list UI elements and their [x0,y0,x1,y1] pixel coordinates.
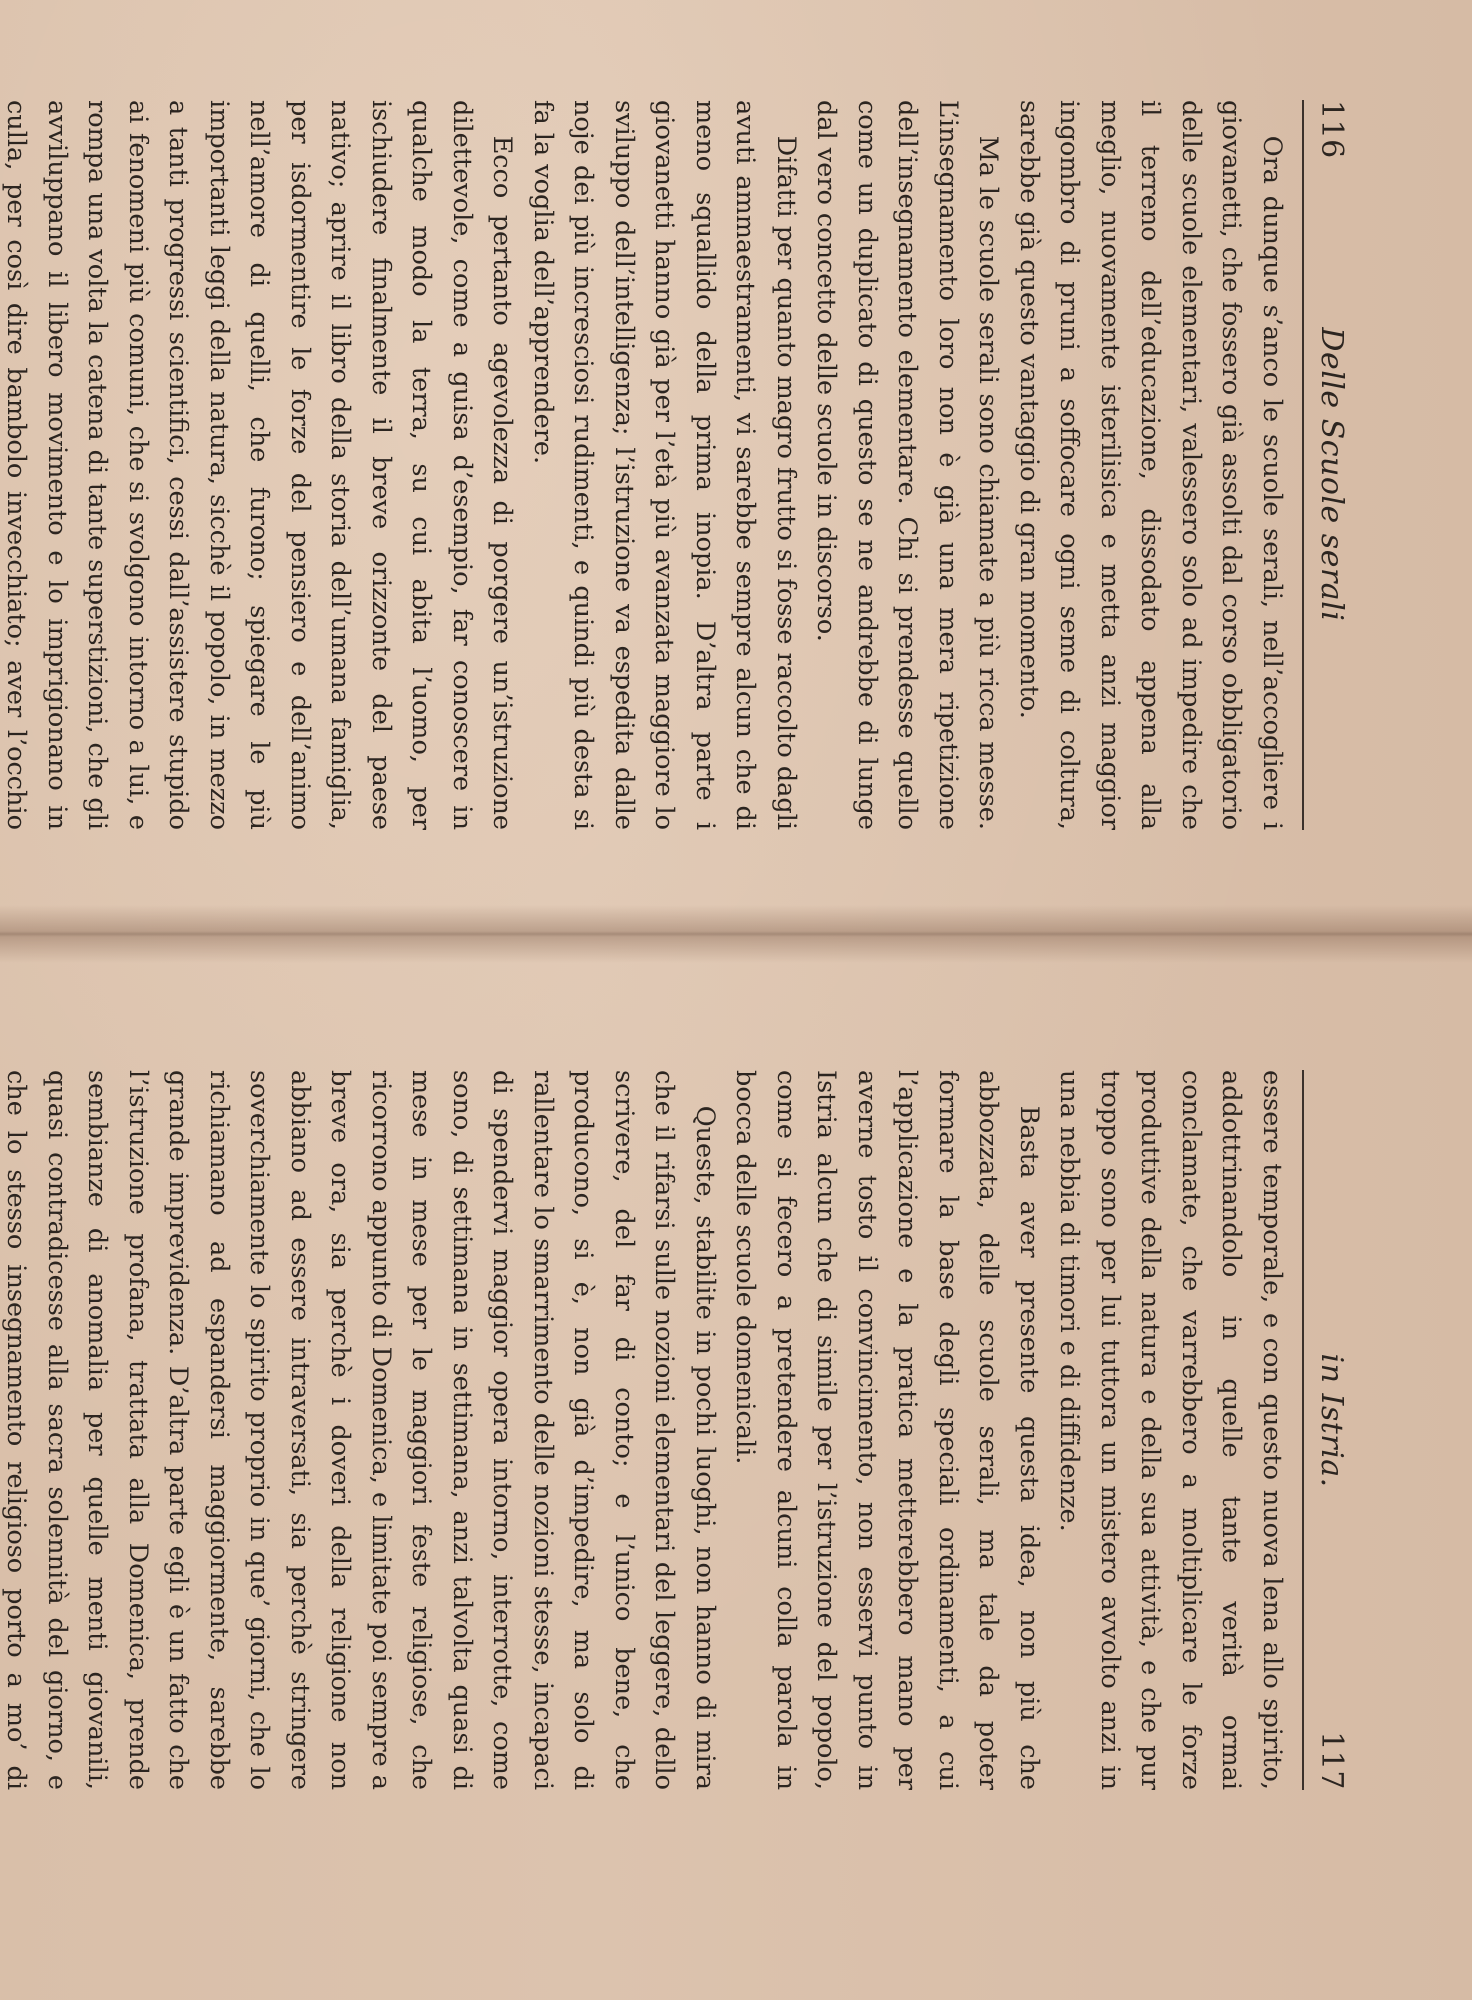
left-running-head: Delle Scuole serali [1314,327,1349,622]
right-paragraph-2: Queste, stabilite in pochi luoghi, non hanno di mira che il rifarsi sulle nozioni elementari del leggere, dello scrivere, del far di conto; e l’unico bene, che producono, si è, non già d’impedire, ma solo di rallentare lo smarrimento delle nozioni stesse, incapaci di spendervi maggior opera intorno, interrotte, come sono, di settimana in settimana, anzi talvolta quasi di mese in mese per le maggiori feste religiose, che ricorrono appunto di Domenica, e limitate poi sempre a breve ora, sia perchè i doveri della religione non abbiano ad essere intraversati, sia perchè stringere soverchiamente lo spirito proprio in que’ giorni, che lo richiamano ad espandersi maggiormente, sarebbe grande imprevidenza. D’altra parte egli è un fatto che l’istruzione profana, trattata alla Domenica, prende sembianze di anomalia per quelle menti giovanili, quasi contradicesse alla sacra solennità del giorno, e che lo stesso insegnamento religioso porto a mo’ di [1,1070,720,1790]
left-paragraph-3: Difatti per quanto magro frutto si fosse raccolto dagli avuti ammaestramenti, vi sarebbe sempre alcun che di meno squallido della prima inopia. D’altra parte i giovanetti hanno già per l’età più avanzata maggiore lo sviluppo dell’intelligenza; l’istruzione va espedita dalle noje dei più incresciosi rudimenti, e quindi più desta si fa la voglia dell’apprendere. [528,100,801,830]
right-continuation-paragraph: essere temporale, e con questo nuova lena allo spirito, addottrinandolo in quelle tante verità ormai conclamate, che varrebbero a moltiplicare le forze produttive della natura e della sua attività, e che pur troppo sono per lui tuttora un mistero avvolto anzi in una nebbia di timori e di diffidenze. [1054,1070,1287,1790]
right-page-body [1,1070,1292,1790]
left-header-rule [1302,100,1304,830]
left-paragraph-2: Ma le scuole serali sono chiamate a più ricca messe. L’insegnamento loro non è già una mera ripetizione dell’insegnamento elementare. Chi si prendesse quello come un duplicato di questo se ne andrebbe di lunge dal vero concetto delle scuole in discorso. [811,100,1004,830]
right-page [0,1000,1472,2000]
left-paragraph-1: Ora dunque s’anco le scuole serali, nell’accogliere i giovanetti, che fossero già assolti dal corso obbligatorio delle scuole elementari, valessero solo ad impedire che il terreno dell’educazione, dissodato appena alla meglio, nuovamente isterilisica e metta anzi maggior ingombro di pruni a soffocare ogni seme di coltura, sarebbe già questo vantaggio di gran momento. [1014,100,1287,830]
left-paragraph-4: Ecco pertanto agevolezza di porgere un’istruzione dilettevole, come a guisa d’esempio, far conoscere in qualche modo la terra, su cui abita l’uomo, per ischiudere finalmente il breve orizzonte del paese nativo; aprire il libro della storia dell’umana famiglia, per isdormentire le forze del pensiero e dell’animo nell’amore di quelli, che furono; spiegare le più importanti leggi della natura, sicchè il popolo, in mezzo a tanti progressi scientifici, cessi dall’assistere stupido ai fenomeni più comuni, che si svolgono intorno a lui, e rompa una volta la catena di tante superstizioni, che gli avviluppano il libero movimento e lo imprigionano in culla, per così dire bambolo invecchiato; aver l’occhio [1,100,518,830]
left-page-body [1,100,1292,830]
left-page-header [1314,100,1362,830]
right-running-head: in Istria. [1314,1353,1349,1488]
right-page-number: 117 [1314,1731,1349,1790]
left-page-number: 116 [1314,100,1349,159]
right-header-rule [1302,1070,1304,1790]
right-page-header [1314,1070,1362,1790]
right-paragraph-1: Basta aver presente questa idea, non più che abbozzata, delle scuole serali, ma tale da poter formare la base degli speciali ordinamenti, a cui l’applicazione e la pratica metterebbero mano per averne tosto il convincimento, non esservi punto in Istria alcun che di simile per l’istruzione del popolo, come si fecero a pretendere alcuni colla parola in bocca delle scuole domenicali. [730,1070,1044,1790]
